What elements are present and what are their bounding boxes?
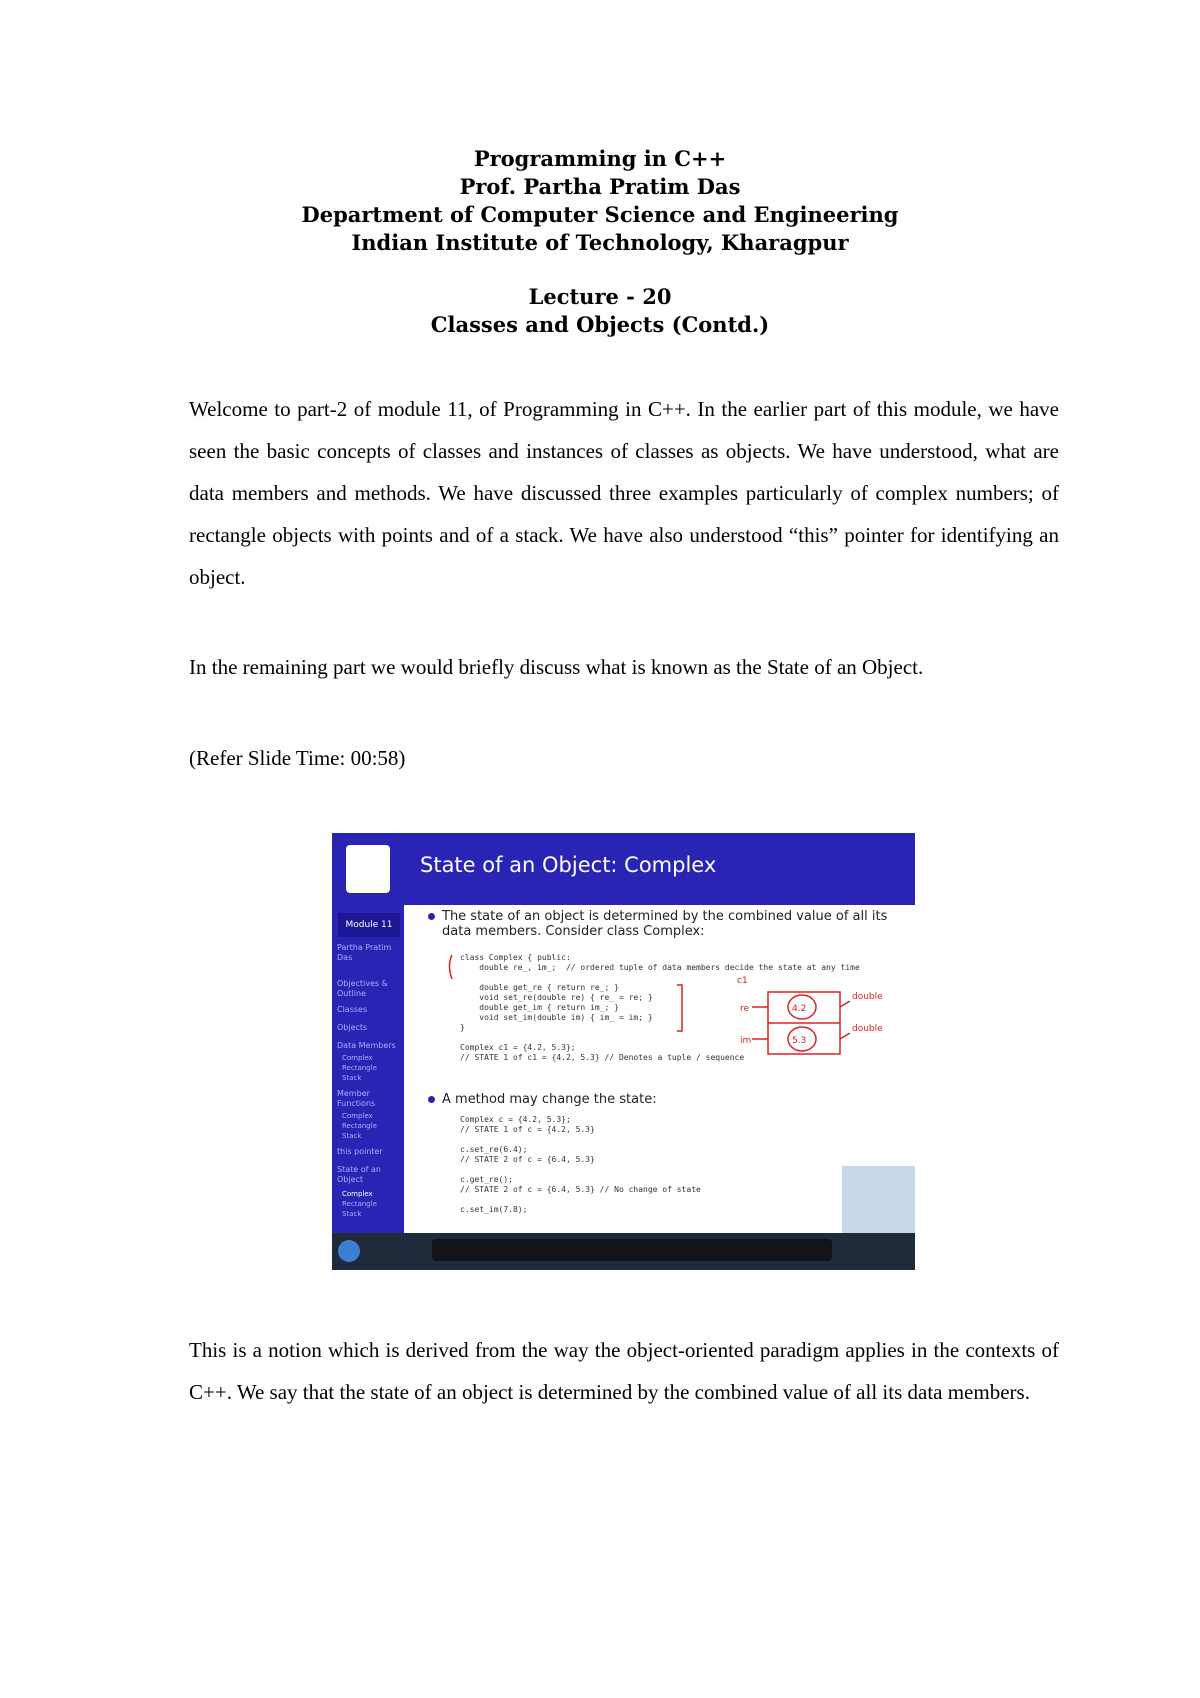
annot-label: double: [852, 992, 883, 1002]
annot-label: re: [740, 1004, 750, 1014]
slide-nav-item: Classes: [337, 1005, 368, 1014]
slide-title: State of an Object: Complex: [420, 853, 717, 877]
slide-nav-subitem: Rectangle: [342, 1122, 377, 1130]
annot-label: double: [852, 1024, 883, 1034]
slide-nav-item: Data Members: [337, 1041, 396, 1050]
annot-label: 5.3: [792, 1036, 807, 1046]
institute: Indian Institute of Technology, Kharagpur: [351, 230, 849, 255]
slide-author: Partha Pratim Das: [337, 943, 392, 962]
slide-nav-item: State of an Object: [337, 1165, 381, 1184]
lecture-number: Lecture - 20: [528, 284, 672, 309]
header-gap: [0, 257, 1200, 283]
slide-nav-subitem: Rectangle: [342, 1064, 377, 1072]
annotation-toolbar: [432, 1239, 832, 1261]
document-header: [0, 145, 1200, 339]
slide-code-1: class Complex { public: double re_, im_; // ordered tuple of data members decide the state at any time double get_re { return re_; } void set_re(double re) { re_ = re; } double get_im { return im_; } void set_im(double im) { im_ = im; } } Complex c1 = {4.2, 5.3}; // STATE 1 of c1 = {4.2, 5.3} // Denotes a tuple / sequence: [460, 953, 860, 1062]
slide-annotations: [332, 833, 915, 1270]
slide-nav-subitem: Stack: [342, 1132, 362, 1140]
lecturer-video-thumbnail: [842, 1166, 915, 1236]
slide-nav-item: this pointer: [337, 1147, 383, 1156]
course-title: Programming in C++: [473, 146, 727, 171]
windows-start-icon: [338, 1240, 360, 1262]
annot-label: c1: [737, 976, 748, 986]
slide-nav-item: Objects: [337, 1023, 368, 1032]
professor-name: Prof. Partha Pratim Das: [459, 174, 741, 199]
department: Department of Computer Science and Engineering: [301, 202, 899, 227]
paragraph-state-definition: This is a notion which is derived from the way the object-oriented paradigm applies in the contexts of C++. We say that the state of an object is determined by the combined value of all its data members.: [189, 1338, 1059, 1404]
annot-label: 4.2: [792, 1004, 807, 1014]
slide-module-label: Module 11: [338, 913, 400, 937]
paragraph-intro: Welcome to part-2 of module 11, of Programming in C++. In the earlier part of this module, we have seen the basic concepts of classes and instances of classes as objects. We have understood, what are data members and methods. We have discussed three examples particularly of complex numbers; of rectangle objects with points and of a stack. We have also understood “this” pointer for identifying an object.: [189, 397, 1059, 589]
slide-time-reference: (Refer Slide Time: 00:58): [189, 746, 406, 770]
slide-nav-subitem: Stack: [342, 1210, 362, 1218]
slide-nav-subitem: Rectangle: [342, 1200, 377, 1208]
slide-nav-subitem-current: Complex: [342, 1190, 373, 1198]
slide-nav-subitem: Complex: [342, 1054, 373, 1062]
slide-nav-item: Member Functions: [337, 1089, 376, 1108]
lecture-topic: Classes and Objects (Contd.): [430, 312, 770, 337]
slide-nav-subitem: Stack: [342, 1074, 362, 1082]
slide-nav-item: Objectives & Outline: [337, 979, 388, 998]
lecture-slide-image: [332, 833, 915, 1270]
slide-code-2: Complex c = {4.2, 5.3}; // STATE 1 of c = {4.2, 5.3} c.set_re(6.4); // STATE 2 of c = {6.4, 5.3} c.get_re(); // STATE 2 of c = {6.4, 5.3} // No change of state c.set_im(7.8);: [460, 1115, 701, 1214]
slide-bullet-1: The state of an object is determined by the combined value of all its data members. Consider class Complex:: [442, 909, 888, 939]
slide-nav-subitem: Complex: [342, 1112, 373, 1120]
paragraph-state-intro: In the remaining part we would briefly discuss what is known as the State of an Object.: [189, 655, 924, 679]
slide-bullet-2: A method may change the state:: [442, 1092, 657, 1107]
annot-label: im: [740, 1036, 752, 1046]
